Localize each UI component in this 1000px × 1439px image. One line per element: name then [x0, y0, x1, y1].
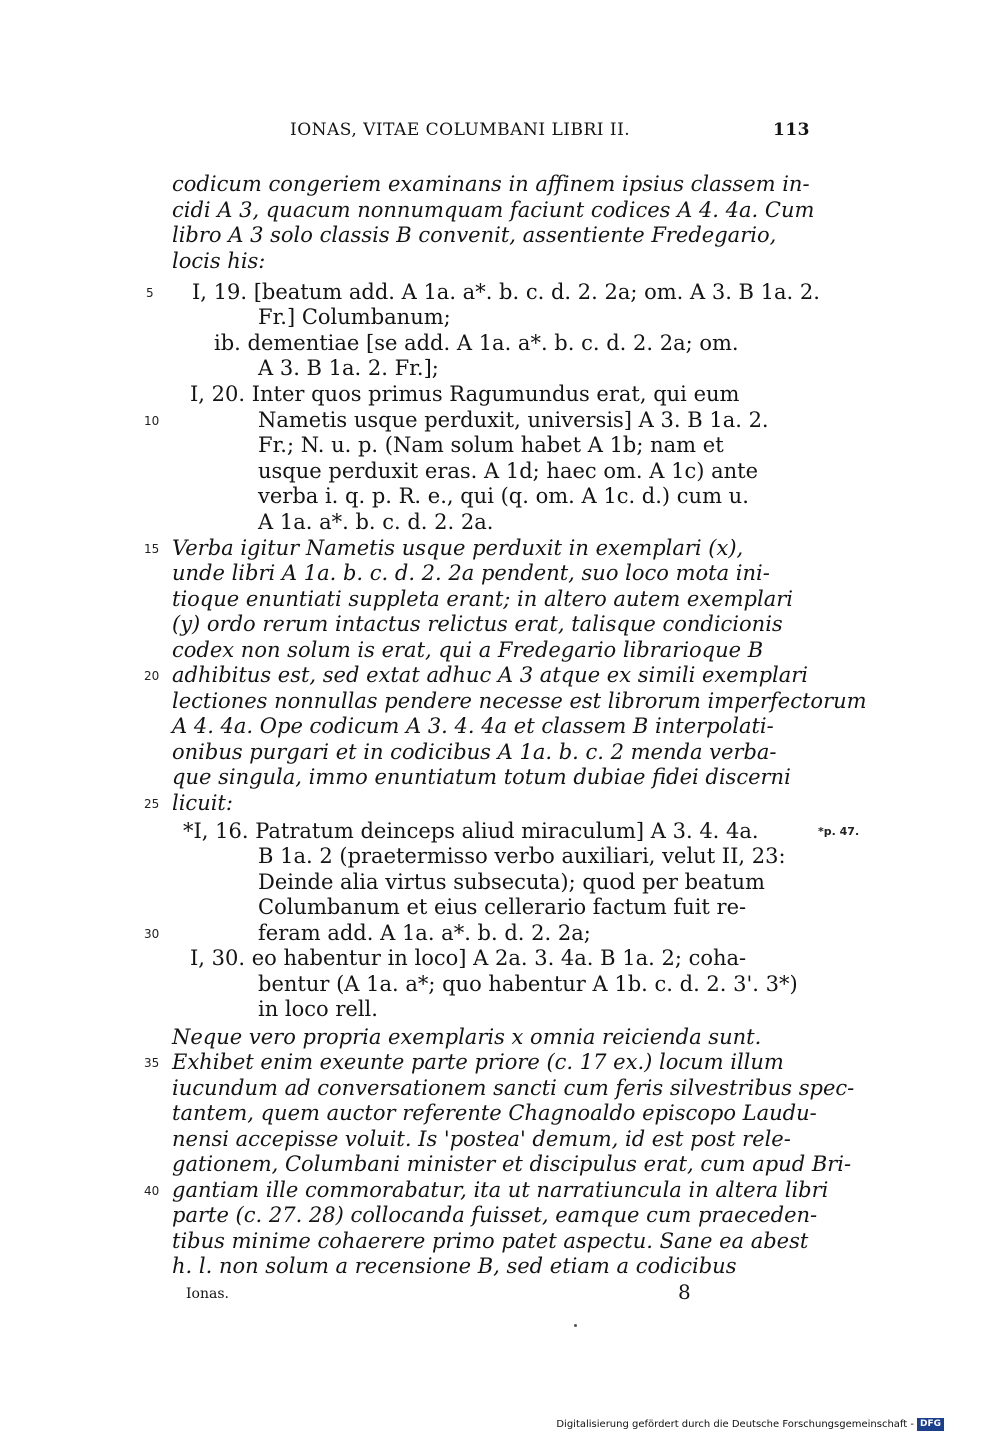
text-line: usque perduxit eras. A 1d; haec om. A 1c) ante — [258, 459, 758, 483]
text-line: Columbanum et eius cellerario factum fuit re- — [258, 895, 747, 919]
text-line: feram add. A 1a. a*. b. d. 2. 2a; — [258, 921, 591, 945]
text-line: codex non solum is erat, qui a Fredegario librarioque B — [172, 638, 764, 662]
line-number: 40 — [144, 1184, 160, 1198]
text-line: cidi A 3, quacum nonnumquam faciunt codices A 4. 4a. Cum — [172, 198, 815, 222]
line-number: 35 — [144, 1056, 160, 1070]
credit-text: Digitalisierung gefördert durch die Deutsche Forschungsgemeinschaft - — [556, 1419, 914, 1430]
text-line: bentur (A 1a. a*; quo habentur A 1b. c. d. 2. 3'. 3*) — [258, 972, 798, 996]
text-line: I, 19. [beatum add. A 1a. a*. b. c. d. 2. 2a; om. A 3. B 1a. 2. — [192, 280, 820, 304]
line-number: 20 — [144, 669, 160, 683]
dfg-logo: DFG — [917, 1418, 944, 1431]
text-line: A 3. B 1a. 2. Fr.]; — [258, 356, 439, 380]
text-line: libro A 3 solo classis B convenit, assentiente Fredegario, — [172, 223, 777, 247]
text-line: que singula, immo enuntiatum totum dubiae fidei discerni — [172, 765, 791, 789]
text-line: parte (c. 27. 28) collocanda fuisset, eamque cum praeceden- — [172, 1203, 818, 1227]
text-line: tioque enuntiati suppleta erant; in altero autem exemplari — [172, 587, 793, 611]
running-title: IONAS, VITAE COLUMBANI LIBRI II. — [290, 120, 631, 140]
text-line: Nametis usque perduxit, universis] A 3. B 1a. 2. — [258, 408, 769, 432]
text-line: Deinde alia virtus subsecuta); quod per beatum — [258, 870, 765, 894]
text-line: *I, 16. Patratum deinceps aliud miraculum] A 3. 4. 4a. — [183, 819, 759, 843]
text-line: onibus purgari et in codicibus A 1a. b. c. 2 menda verba- — [172, 740, 777, 764]
line-number: 5 — [146, 286, 154, 300]
text-line: Verba igitur Nametis usque perduxit in exemplari (x), — [172, 536, 744, 560]
text-line: in loco rell. — [258, 997, 378, 1021]
text-line: gationem, Columbani minister et discipulus erat, cum apud Bri- — [172, 1152, 852, 1176]
signature-mark: Ionas. — [186, 1286, 229, 1302]
text-line: tantem, quem auctor referente Chagnoaldo episcopo Laudu- — [172, 1101, 817, 1125]
line-number: 15 — [144, 542, 160, 556]
text-line: (y) ordo rerum intactus relictus erat, talisque condicionis — [172, 612, 783, 636]
text-line: tibus minime cohaerere primo patet aspectu. Sane ea abest — [172, 1229, 809, 1253]
text-line: I, 20. Inter quos primus Ragumundus erat, qui eum — [190, 382, 740, 406]
margin-page-reference: *p. 47. — [818, 825, 860, 838]
running-header — [290, 120, 810, 146]
line-number: 30 — [144, 927, 160, 941]
speck — [574, 1324, 577, 1327]
text-line: Exhibet enim exeunte parte priore (c. 17 ex.) locum illum — [172, 1050, 784, 1074]
text-line: nensi accepisse voluit. Is 'postea' demum, id est post rele- — [172, 1127, 791, 1151]
text-line: iucundum ad conversationem sancti cum feris silvestribus spec- — [172, 1076, 855, 1100]
text-line: Fr.] Columbanum; — [258, 305, 451, 329]
line-number: 25 — [144, 797, 160, 811]
text-line: Neque vero propria exemplaris x omnia reicienda sunt. — [172, 1025, 762, 1049]
sheet-number: 8 — [678, 1280, 691, 1304]
text-line: gantiam ille commorabatur, ita ut narratiuncula in altera libri — [172, 1178, 829, 1202]
text-line: verba i. q. p. R. e., qui (q. om. A 1c. d.) cum u. — [258, 484, 749, 508]
text-line: licuit: — [172, 791, 233, 815]
line-number: 10 — [144, 414, 160, 428]
text-line: h. l. non solum a recensione B, sed etiam a codicibus — [172, 1254, 737, 1278]
text-line: unde libri A 1a. b. c. d. 2. 2a pendent, suo loco mota ini- — [172, 561, 770, 585]
text-line: A 4. 4a. Ope codicum A 3. 4. 4a et classem B interpolati- — [172, 714, 774, 738]
text-line: locis his: — [172, 249, 266, 273]
text-line: lectiones nonnullas pendere necesse est librorum imperfectorum — [172, 689, 867, 713]
digitization-credit — [556, 1418, 944, 1431]
text-line: B 1a. 2 (praetermisso verbo auxiliari, velut II, 23: — [258, 844, 786, 868]
text-line: ib. dementiae [se add. A 1a. a*. b. c. d. 2. 2a; om. — [214, 331, 739, 355]
page-number: 113 — [773, 120, 810, 140]
text-line: codicum congeriem examinans in affinem ipsius classem in- — [172, 172, 810, 196]
text-line: A 1a. a*. b. c. d. 2. 2a. — [258, 510, 494, 534]
text-line: adhibitus est, sed extat adhuc A 3 atque ex simili exemplari — [172, 663, 809, 687]
text-line: I, 30. eo habentur in loco] A 2a. 3. 4a. B 1a. 2; coha- — [190, 946, 747, 970]
text-line: Fr.; N. u. p. (Nam solum habet A 1b; nam et — [258, 433, 724, 457]
